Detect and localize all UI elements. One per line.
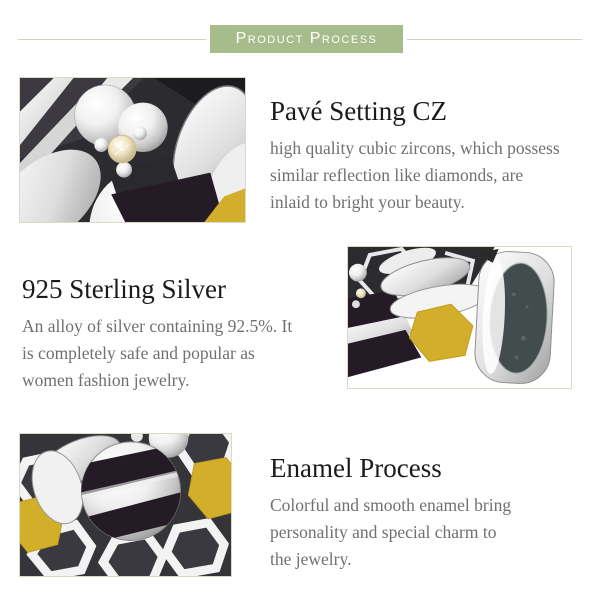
- section-heading: 925 Sterling Silver: [22, 274, 226, 304]
- bee-head-macro-illustration: [20, 78, 245, 222]
- charm-barrel: [473, 250, 555, 385]
- section-body: Colorful and smooth enamel bring personality and special charm to the jewelry.: [270, 495, 512, 569]
- section-heading: Pavé Setting CZ: [270, 96, 447, 126]
- section-sterling-silver: [22, 274, 342, 394]
- bee-charm-side-illustration: [348, 247, 571, 388]
- header-rule-left: [18, 39, 206, 40]
- section-enamel-process: [270, 453, 590, 573]
- section-body: An alloy of silver containing 92.5%. It is completely safe and popular as women fashion jewelry.: [22, 316, 293, 390]
- page-title: Product Process: [210, 25, 403, 53]
- section-body: high quality cubic zircons, which possess similar reflection like diamonds, are inlaid to bright your beauty.: [270, 138, 560, 212]
- bee-body-honeycomb-illustration: [20, 434, 231, 576]
- bee-charm-pave-cz-macro-photo: [19, 77, 246, 223]
- section-pave-setting: [270, 96, 590, 216]
- section-heading: Enamel Process: [270, 453, 442, 483]
- bee-charm-side-barrel-photo: [347, 246, 572, 389]
- header-rule-right: [407, 39, 582, 40]
- bee-charm-enamel-honeycomb-photo: [19, 433, 232, 577]
